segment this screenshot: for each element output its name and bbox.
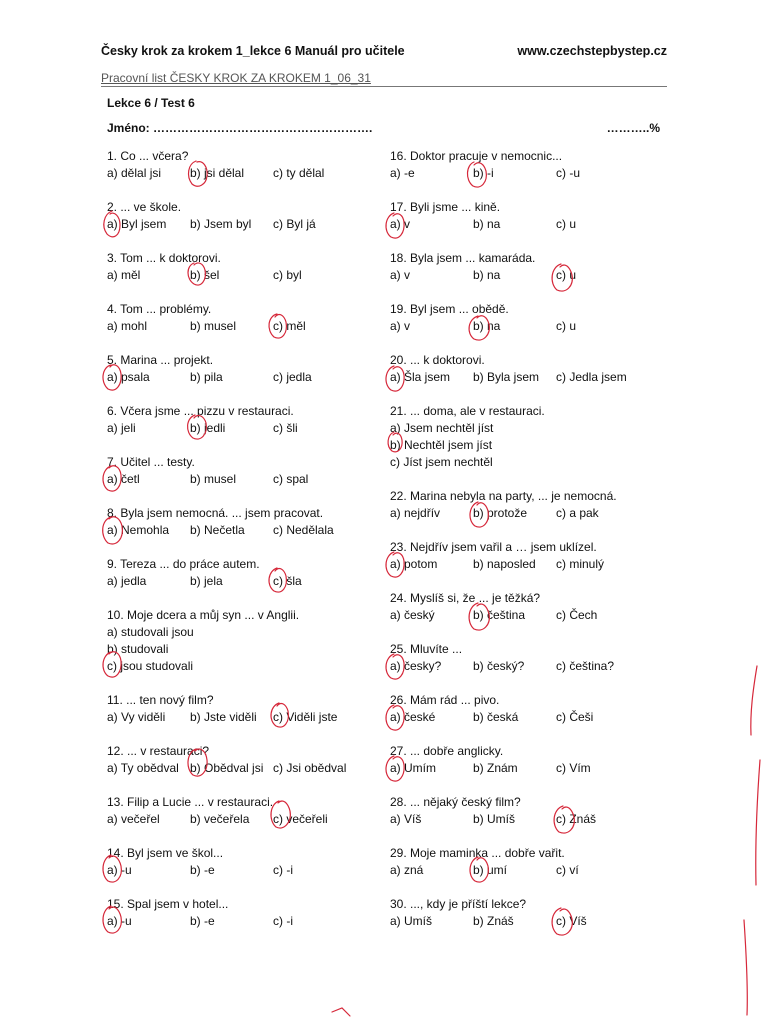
answer-option-c[interactable]: c) -i	[273, 914, 293, 928]
answer-option-a[interactable]: a) dělal jsi	[107, 166, 162, 180]
answer-option-c[interactable]: c) -i	[273, 863, 293, 877]
answer-option-c[interactable]: c) Znáš	[556, 812, 597, 826]
bottom-tick	[332, 1008, 350, 1016]
answer-option-b[interactable]: b) Znám	[473, 761, 518, 775]
question-item	[107, 692, 382, 743]
answer-options	[107, 862, 382, 879]
answer-option-b[interactable]: b) český?	[473, 659, 525, 673]
question-text: 4. Tom ... problémy.	[107, 302, 212, 316]
answer-option-a[interactable]: a) Umím	[390, 761, 436, 775]
question-text: 30. ..., kdy je příští lekce?	[390, 897, 527, 911]
answer-option-b[interactable]: b) jsi dělal	[190, 166, 245, 180]
answer-option-b[interactable]: b) česká	[473, 710, 519, 724]
answer-option-c[interactable]: c) čeština?	[556, 659, 615, 673]
question-item	[107, 794, 382, 845]
question-text: 23. Nejdřív jsem vařil a … jsem uklízel.	[390, 540, 597, 554]
name-field: Jméno: ……………………………………………….	[107, 121, 373, 135]
answer-option-b[interactable]: b) -e	[190, 914, 215, 928]
question-item	[107, 743, 382, 794]
document-title: Česky krok za krokem 1_lekce 6 Manuál pro učitele	[101, 44, 405, 58]
answer-option-b[interactable]: b) Jsem byl	[190, 217, 252, 231]
name-row	[107, 121, 660, 135]
question-item	[107, 505, 382, 556]
question-item	[107, 845, 382, 896]
answer-options	[390, 216, 660, 233]
answer-options	[390, 709, 660, 726]
question-item	[107, 607, 382, 692]
answer-option-a[interactable]: a) česky?	[390, 659, 442, 673]
answer-option-a[interactable]: a) český	[390, 608, 435, 622]
question-text: 10. Moje dcera a můj syn ... v Anglii.	[107, 608, 300, 622]
question-item	[390, 641, 660, 692]
answer-option-c[interactable]: c) jedla	[273, 370, 312, 384]
answer-option-b[interactable]: b) na	[473, 217, 501, 231]
answer-option-b[interactable]: b) pila	[190, 370, 223, 384]
answer-options	[390, 862, 660, 879]
answer-option-b[interactable]: b) Obědval jsi	[190, 761, 264, 775]
answer-option-a[interactable]: a) Ty obědval	[107, 761, 179, 775]
question-text: 16. Doktor pracuje v nemocnic...	[390, 149, 563, 163]
question-text: 27. ... dobře anglicky.	[390, 744, 504, 758]
answer-option-b[interactable]: b) -e	[190, 863, 215, 877]
margin-stroke-2	[756, 760, 760, 885]
question-text: 28. ... nějaký český film?	[390, 795, 521, 809]
answer-options	[390, 505, 660, 522]
answer-option-c[interactable]: c) Jedla jsem	[556, 370, 627, 384]
question-item	[390, 352, 660, 403]
lesson-title: Lekce 6 / Test 6	[107, 96, 195, 110]
questions-left-column	[107, 148, 382, 947]
question-text: 7. Učitel ... testy.	[107, 455, 195, 469]
question-text: 5. Marina ... projekt.	[107, 353, 214, 367]
answer-option-c[interactable]: c) měl	[273, 319, 306, 333]
question-item	[390, 794, 660, 845]
answer-option-c[interactable]: c) Češi	[556, 710, 594, 724]
answer-option-a[interactable]: a) večeřel	[107, 812, 160, 826]
answer-option-a[interactable]: a) v	[390, 319, 411, 333]
answer-option-b[interactable]: b) Umíš	[473, 812, 515, 826]
question-text: 26. Mám rád ... pivo.	[390, 693, 500, 707]
answer-option-c[interactable]: c) šla	[273, 574, 302, 588]
answer-options	[107, 267, 382, 284]
answer-option-b[interactable]: b) jela	[190, 574, 223, 588]
answer-option-a[interactable]: a) v	[390, 217, 411, 231]
answer-option-b[interactable]: b) šel	[190, 268, 220, 282]
question-text: 19. Byl jsem ... obědě.	[390, 302, 509, 316]
answer-option-a[interactable]: a) české	[390, 710, 436, 724]
answer-option-c[interactable]: c) jsou studovali	[107, 659, 194, 673]
answer-options	[107, 760, 382, 777]
answer-option-a[interactable]: a) Víš	[390, 812, 422, 826]
question-text: 1. Co ... včera?	[107, 149, 189, 163]
answer-options	[107, 216, 382, 233]
answer-option-b[interactable]: b) naposled	[473, 557, 536, 571]
answer-options	[390, 811, 660, 828]
question-text: 9. Tereza ... do práce autem.	[107, 557, 260, 571]
answer-options	[390, 607, 660, 624]
answer-options	[107, 811, 382, 828]
answer-option-c[interactable]: c) Jsi obědval	[273, 761, 347, 775]
margin-stroke-3	[744, 920, 747, 1015]
answer-options	[107, 369, 382, 386]
question-text: 11. ... ten nový film?	[107, 693, 214, 707]
answer-option-b[interactable]: b) Nečetla	[190, 523, 245, 537]
answer-option-c[interactable]: c) u	[556, 217, 577, 231]
answer-option-b[interactable]: b) Znáš	[473, 914, 514, 928]
answer-option-b[interactable]: b) musel	[190, 472, 237, 486]
answer-option-a[interactable]: a) studovali jsou	[107, 625, 194, 639]
answer-option-a[interactable]: a) Nemohla	[107, 523, 170, 537]
answer-option-b[interactable]: b) jedli	[190, 421, 226, 435]
answer-option-b[interactable]: b) večeřela	[190, 812, 250, 826]
question-item	[390, 896, 660, 947]
answer-option-a[interactable]: a) -e	[390, 166, 415, 180]
answer-option-c[interactable]: c) Jíst jsem nechtěl	[390, 455, 493, 469]
answer-option-c[interactable]: c) Víš	[556, 914, 587, 928]
answer-option-b[interactable]: b) Byla jsem	[473, 370, 540, 384]
page-header	[101, 44, 667, 58]
answer-options	[107, 624, 382, 675]
answer-option-a[interactable]: a) zná	[390, 863, 424, 877]
question-text: 21. ... doma, ale v restauraci.	[390, 404, 545, 418]
answer-option-c[interactable]: c) u	[556, 268, 577, 282]
answer-options	[390, 913, 660, 930]
answer-option-a[interactable]: a) jeli	[107, 421, 136, 435]
answer-option-a[interactable]: a) četl	[107, 472, 140, 486]
answer-option-c[interactable]: c) večeřeli	[273, 812, 328, 826]
answer-options	[390, 369, 660, 386]
question-item	[107, 556, 382, 607]
answer-option-b[interactable]: b) čeština	[473, 608, 526, 622]
question-text: 24. Myslíš si, že ... je těžká?	[390, 591, 541, 605]
question-item	[390, 488, 660, 539]
answer-option-c[interactable]: c) -u	[556, 166, 580, 180]
answer-options	[107, 165, 382, 182]
question-text: 6. Včera jsme ... pizzu v restauraci.	[107, 404, 294, 418]
answer-option-a[interactable]: a) Umíš	[390, 914, 432, 928]
answer-option-a[interactable]: a) -u	[107, 863, 132, 877]
answer-option-c[interactable]: c) Nedělala	[273, 523, 334, 537]
answer-option-a[interactable]: a) Vy viděli	[107, 710, 166, 724]
answer-option-b[interactable]: b) na	[473, 268, 501, 282]
question-item	[107, 352, 382, 403]
answer-options	[107, 420, 382, 437]
worksheet-link[interactable]: Pracovní list ČESKY KROK ZA KROKEM 1_06_31	[101, 71, 371, 85]
question-item	[107, 454, 382, 505]
answer-option-b[interactable]: b) protože	[473, 506, 528, 520]
answer-option-a[interactable]: a) Šla jsem	[390, 370, 451, 384]
answer-option-a[interactable]: a) Byl jsem	[107, 217, 167, 231]
answer-option-c[interactable]: c) ví	[556, 863, 579, 877]
answer-option-a[interactable]: a) -u	[107, 914, 132, 928]
question-item	[107, 403, 382, 454]
answer-options	[390, 760, 660, 777]
question-text: 22. Marina nebyla na party, ... je nemocná.	[390, 489, 617, 503]
answer-option-a[interactable]: a) nejdřív	[390, 506, 441, 520]
question-item	[390, 590, 660, 641]
question-item	[390, 199, 660, 250]
question-item	[390, 692, 660, 743]
answer-option-c[interactable]: c) ty dělal	[273, 166, 325, 180]
answer-option-a[interactable]: a) Jsem nechtěl jíst	[390, 421, 494, 435]
question-item	[390, 743, 660, 794]
questions-right-column	[390, 148, 660, 947]
answer-option-a[interactable]: a) měl	[107, 268, 141, 282]
answer-option-b[interactable]: b) na	[473, 319, 501, 333]
answer-option-c[interactable]: c) šli	[273, 421, 298, 435]
question-text: 2. ... ve škole.	[107, 200, 182, 214]
answer-option-a[interactable]: a) v	[390, 268, 411, 282]
answer-option-b[interactable]: b) studovali	[107, 642, 169, 656]
answer-options	[107, 573, 382, 590]
question-text: 20. ... k doktorovi.	[390, 353, 485, 367]
margin-stroke-1	[751, 666, 757, 735]
question-text: 13. Filip a Lucie ... v restauraci.	[107, 795, 274, 809]
answer-option-b[interactable]: b) musel	[190, 319, 237, 333]
question-text: 29. Moje maminka ... dobře vařit.	[390, 846, 565, 860]
answer-options	[390, 420, 660, 471]
answer-options	[390, 165, 660, 182]
header-divider	[101, 86, 667, 87]
question-text: 8. Byla jsem nemocná. ... jsem pracovat.	[107, 506, 324, 520]
question-text: 3. Tom ... k doktorovi.	[107, 251, 221, 265]
answer-option-c[interactable]: c) Čech	[556, 608, 598, 622]
question-text: 15. Spal jsem v hotel...	[107, 897, 229, 911]
question-text: 14. Byl jsem ve škol...	[107, 846, 224, 860]
question-text: 17. Byli jsme ... kině.	[390, 200, 501, 214]
question-item	[390, 148, 660, 199]
answer-option-c[interactable]: c) Viděli jste	[273, 710, 338, 724]
website-url[interactable]: www.czechstepbystep.cz	[517, 44, 667, 58]
answer-option-c[interactable]: c) Vím	[556, 761, 591, 775]
answer-option-b[interactable]: b) -i	[473, 166, 494, 180]
question-text: 25. Mluvíte ...	[390, 642, 463, 656]
question-item	[107, 148, 382, 199]
question-item	[107, 199, 382, 250]
answer-options	[107, 913, 382, 930]
answer-options	[107, 709, 382, 726]
answer-options	[107, 471, 382, 488]
answer-option-c[interactable]: c) u	[556, 319, 577, 333]
question-item	[390, 403, 660, 488]
answer-option-a[interactable]: a) potom	[390, 557, 438, 571]
question-item	[107, 896, 382, 947]
answer-option-c[interactable]: c) byl	[273, 268, 302, 282]
answer-option-c[interactable]: c) spal	[273, 472, 309, 486]
question-item	[107, 301, 382, 352]
answer-options	[107, 522, 382, 539]
percent-field: ………..%	[606, 121, 660, 135]
answer-option-c[interactable]: c) minulý	[556, 557, 605, 571]
answer-option-b[interactable]: b) Nechtěl jsem jíst	[390, 438, 493, 452]
question-item	[107, 250, 382, 301]
answer-option-c[interactable]: c) Byl já	[273, 217, 316, 231]
answer-options	[390, 318, 660, 335]
answer-option-c[interactable]: c) a pak	[556, 506, 599, 520]
question-item	[390, 845, 660, 896]
answer-options	[390, 267, 660, 284]
question-item	[390, 250, 660, 301]
answer-option-b[interactable]: b) umí	[473, 863, 508, 877]
answer-option-a[interactable]: a) mohl	[107, 319, 148, 333]
answer-option-a[interactable]: a) psala	[107, 370, 150, 384]
question-text: 18. Byla jsem ... kamaráda.	[390, 251, 536, 265]
answer-option-a[interactable]: a) jedla	[107, 574, 147, 588]
question-text: 12. ... v restauraci?	[107, 744, 210, 758]
answer-option-b[interactable]: b) Jste viděli	[190, 710, 257, 724]
answer-options	[390, 556, 660, 573]
answer-options	[390, 658, 660, 675]
question-item	[390, 301, 660, 352]
answer-options	[107, 318, 382, 335]
question-item	[390, 539, 660, 590]
